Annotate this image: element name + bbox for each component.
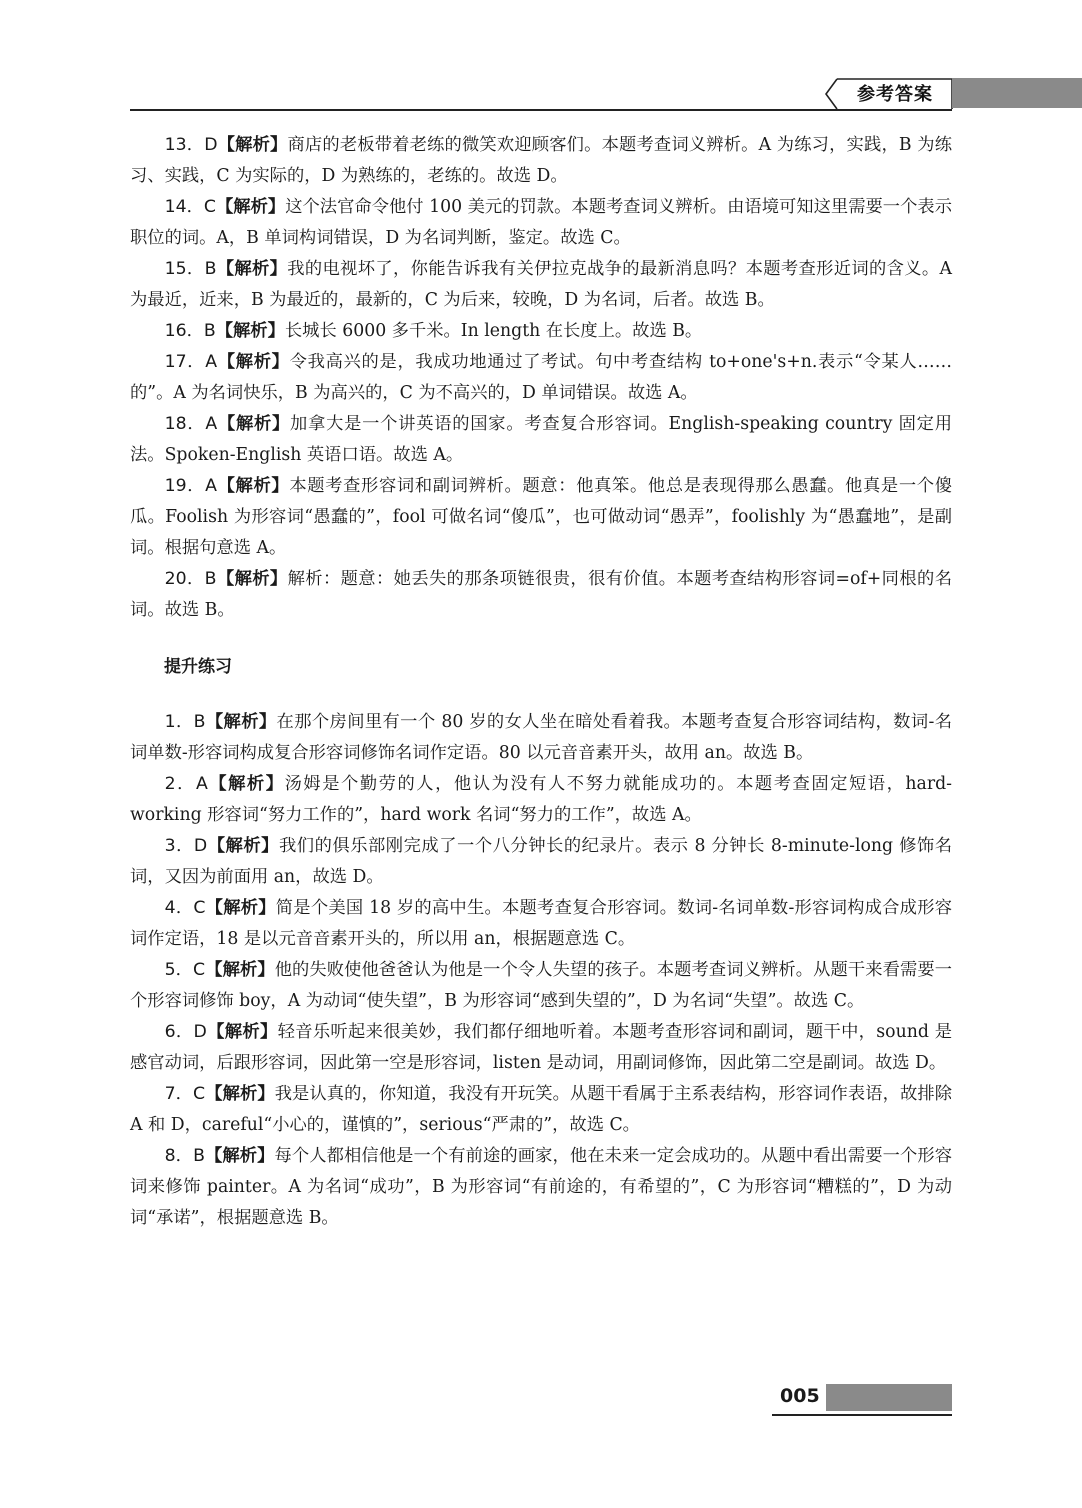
answer-explanation: 他的失败使他爸爸认为他是一个令人失望的孩子。本题考查词义辨析。从题干来看需要一个形容词修饰 boy，A 为动词“使失望”，B 为形容词“感到失望的”，D 为名词“失望”。故选 C。 [130, 960, 952, 1011]
answer-explanation: 在那个房间里有一个 80 岁的女人坐在暗处看着我。本题考查复合形容词结构，数词-名词单数-形容词构成复合形容词修饰名词作定语。80 以元音音素开头，故用 an。故选 B。 [130, 712, 952, 763]
page-number: 005 [780, 1385, 820, 1407]
analysis-tag: 【解析】 [217, 135, 288, 155]
answer-letter: C [203, 197, 216, 217]
answer-number: 18． [164, 414, 206, 434]
answer-number: 16． [164, 321, 204, 341]
answer-letter: B [193, 712, 206, 732]
answer-item [130, 316, 952, 347]
answer-item [130, 564, 952, 626]
answer-item [130, 471, 952, 564]
analysis-tag: 【解析】 [216, 476, 290, 496]
answer-explanation: 我是认真的，你知道，我没有开玩笑。从题干看属于主系表结构，形容词作表语，故排除 A 和 D，careful“小心的，谨慎的”，serious“严肃的”，故选 C。 [130, 1084, 952, 1135]
section-label: 参考答案 [857, 84, 933, 105]
answer-number: 2． [164, 774, 196, 794]
answer-explanation: 解析：题意：她丢失的那条项链很贵，很有价值。本题考查结构形容词=of+同根的名词。故选 B。 [130, 569, 952, 620]
analysis-tag: 【解析】 [217, 414, 291, 434]
answer-item [130, 707, 952, 769]
answer-number: 15． [164, 259, 205, 279]
answer-explanation: 轻音乐听起来很美妙，我们都仔细地听着。本题考查形容词和副词，题干中，sound 是感官动词，后跟形容词，因此第一空是形容词，listen 是动词，用副词修饰，因此第二空是副词。故选 D。 [130, 1022, 952, 1073]
answer-number: 4． [164, 898, 194, 918]
analysis-tag: 【解析】 [207, 774, 285, 794]
analysis-tag: 【解析】 [206, 1022, 278, 1042]
answer-explanation: 加拿大是一个讲英语的国家。考查复合形容词。English-speaking country 固定用法。Spoken-English 英语口语。故选 A。 [130, 414, 952, 465]
answer-list-basic [130, 130, 952, 626]
answer-item [130, 1017, 952, 1079]
answer-explanation: 汤姆是个勤劳的人，他认为没有人不努力就能成功的。本题考查固定短语，hard-working 形容词“努力工作的”，hard work 名词“努力的工作”，故选 A。 [130, 774, 952, 825]
page-header [130, 78, 952, 110]
analysis-tag: 【解析】 [216, 569, 288, 589]
answer-explanation: 本题考查形容词和副词辨析。题意：他真笨。他总是表现得那么愚蠢。他真是一个傻瓜。Foolish 为形容词“愚蠢的”，fool 可做名词“傻瓜”，也可做动词“愚弄”，foolishly 为“愚蠢地”，是副词。根据句意选 A。 [130, 476, 952, 558]
answer-number: 7． [164, 1084, 194, 1104]
footer-gray-bar [826, 1384, 952, 1411]
answer-letter: D [193, 836, 208, 856]
answer-item [130, 130, 952, 192]
answer-number: 1． [164, 712, 194, 732]
answer-item [130, 831, 952, 893]
answer-letter: D [204, 135, 218, 155]
section-title: 提升练习 [164, 657, 232, 677]
answer-letter: A [205, 352, 218, 372]
answer-item [130, 409, 952, 471]
analysis-tag: 【解析】 [205, 712, 277, 732]
analysis-tag: 【解析】 [217, 352, 290, 372]
answer-explanation: 商店的老板带着老练的微笑欢迎顾客们。本题考查词义辨析。A 为练习，实践，B 为练习、实践，C 为实际的，D 为熟练的，老练的。故选 D。 [130, 135, 952, 186]
analysis-tag: 【解析】 [205, 1084, 275, 1104]
answer-explanation: 这个法官命令他付 100 美元的罚款。本题考查词义辨析。由语境可知这里需要一个表示职位的词。A，B 单词构词错误，D 为名词判断，鉴定。故选 C。 [130, 197, 952, 248]
header-gray-bar [952, 78, 1082, 108]
answer-number: 17． [164, 352, 206, 372]
answer-item [130, 769, 952, 831]
answer-item [130, 192, 952, 254]
answer-item [130, 347, 952, 409]
answer-letter: A [205, 414, 218, 434]
answer-letter: B [203, 321, 216, 341]
answer-number: 8． [164, 1146, 194, 1166]
answer-number: 3． [164, 836, 194, 856]
analysis-tag: 【解析】 [216, 259, 288, 279]
answer-letter: C [193, 960, 206, 980]
analysis-tag: 【解析】 [205, 898, 276, 918]
answer-letter: B [204, 259, 217, 279]
answer-letter: C [193, 1084, 206, 1104]
answer-item [130, 1079, 952, 1141]
answer-letter: B [193, 1146, 205, 1166]
answer-explanation: 令我高兴的是，我成功地通过了考试。句中考查结构 to+one's+n.表示“令某人……的”。A 为名词快乐，B 为高兴的，C 为不高兴的，D 单词错误。故选 A。 [130, 352, 952, 403]
answer-letter: C [193, 898, 206, 918]
answer-number: 20． [164, 569, 205, 589]
analysis-tag: 【解析】 [215, 321, 285, 341]
answer-letter: A [205, 476, 217, 496]
answer-item [130, 254, 952, 316]
analysis-tag: 【解析】 [207, 836, 279, 856]
answer-list-advanced [130, 707, 952, 1234]
answer-letter: A [195, 774, 208, 794]
answer-number: 6． [164, 1022, 194, 1042]
answer-explanation: 我们的俱乐部刚完成了一个八分钟长的纪录片。表示 8 分钟长 8-minute-long 修饰名词，又因为前面用 an，故选 D。 [130, 836, 952, 887]
answer-number: 13． [164, 135, 205, 155]
answer-letter: B [204, 569, 217, 589]
section-tab [835, 78, 952, 108]
answer-number: 5． [164, 960, 194, 980]
analysis-tag: 【解析】 [215, 197, 286, 217]
answer-content [130, 130, 952, 1234]
answer-explanation: 我的电视坏了，你能告诉我有关伊拉克战争的最新消息吗？本题考查形近词的含义。A 为最近，近来，B 为最近的，最新的，C 为后来，较晚，D 为名词，后者。故选 B。 [130, 259, 952, 310]
answer-explanation: 简是个美国 18 岁的高中生。本题考查复合形容词。数词-名词单数-形容词构成合成形容词作定语，18 是以元音音素开头的，所以用 an，根据题意选 C。 [130, 898, 952, 949]
answer-number: 14． [164, 197, 204, 217]
answer-item [130, 893, 952, 955]
answer-letter: D [193, 1022, 207, 1042]
answer-explanation: 长城长 6000 多千米。In length 在长度上。故选 B。 [284, 321, 703, 341]
analysis-tag: 【解析】 [205, 960, 275, 980]
answer-explanation: 每个人都相信他是一个有前途的画家，他在未来一定会成功的。从题中看出需要一个形容词来修饰 painter。A 为名词“成功”，B 为形容词“有前途的，有希望的”，C 为形容词“糟糕的”，D 为动词“承诺”，根据题意选 B。 [130, 1146, 952, 1228]
answer-item [130, 1141, 952, 1234]
header-rule [130, 109, 952, 111]
answer-number: 19． [164, 476, 206, 496]
analysis-tag: 【解析】 [204, 1146, 275, 1166]
footer-rule [772, 1414, 952, 1416]
answer-item [130, 955, 952, 1017]
